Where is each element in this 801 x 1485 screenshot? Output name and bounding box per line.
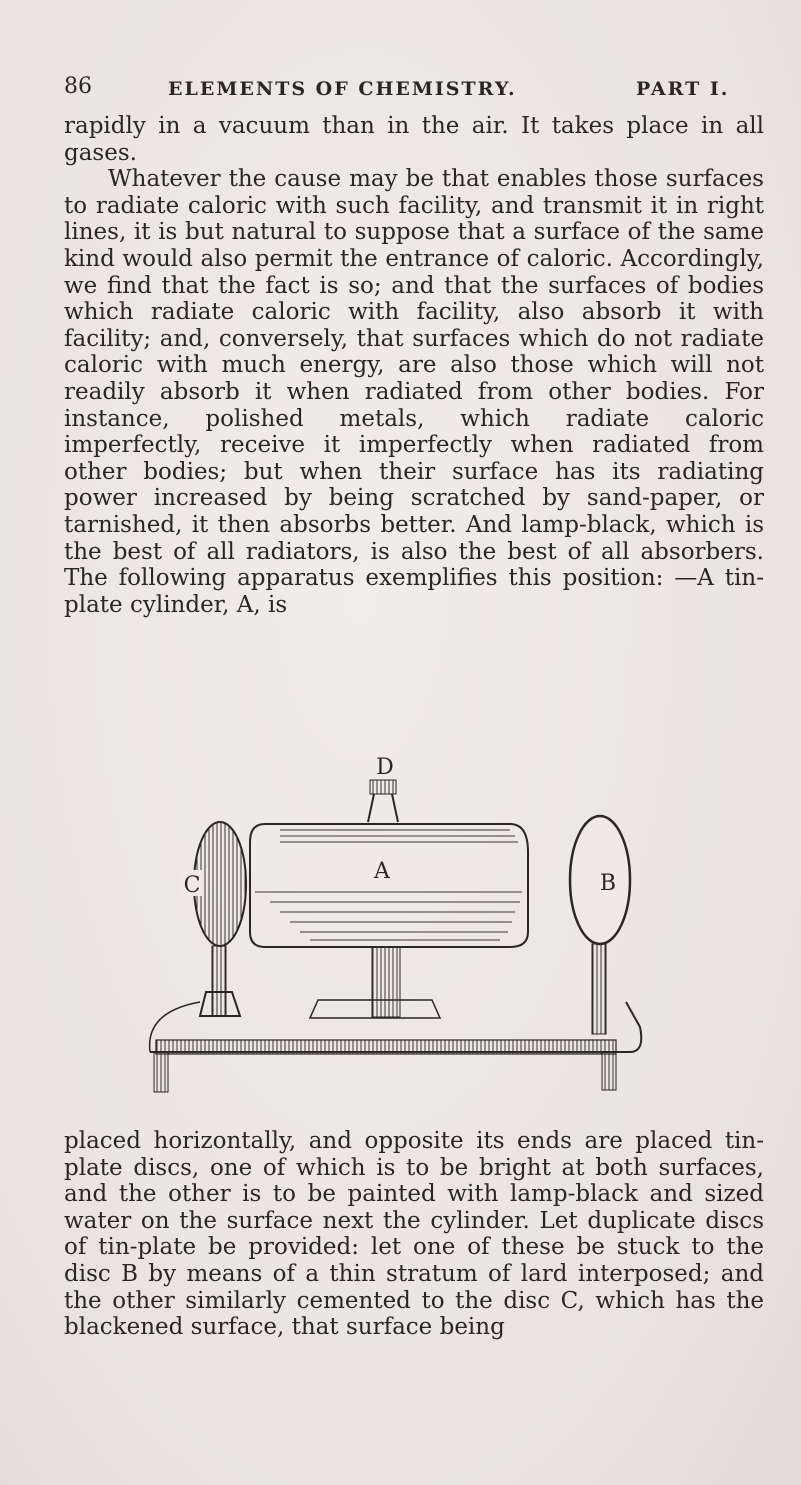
label-d: D bbox=[376, 755, 394, 780]
body-text-bottom bbox=[64, 1128, 764, 1341]
stopper bbox=[370, 780, 396, 794]
running-title: ELEMENTS OF CHEMISTRY. bbox=[168, 78, 517, 100]
paragraph: rapidly in a vacuum than in the air. It takes place in all gases. bbox=[64, 113, 764, 166]
page-header bbox=[64, 74, 771, 106]
base-leg-right bbox=[602, 1052, 616, 1090]
part-label: PART I. bbox=[636, 78, 730, 100]
paragraph: placed horizontally, and opposite its ends are placed tin-plate discs, one of which is to be bright at both surfaces, and the other is to be painted with lamp-black and sized water on the surface next the cylinder. Let duplicate discs of tin-plate be provided: let one of these be stuck to the disc B by means of a thin stratum of lard interposed; and the other similarly cemented to the disc C, which has the blackened surface, that surface being bbox=[64, 1128, 764, 1341]
funnel-neck bbox=[368, 794, 398, 822]
stem-a bbox=[372, 947, 400, 1017]
label-a: A bbox=[374, 859, 390, 884]
body-text-top bbox=[64, 113, 764, 618]
paragraph: Whatever the cause may be that enables those surfaces to radiate caloric with such facility, and transmit it in right lines, it is but natural to suppose that a surface of the same kind would also permit the entrance of caloric. Accordingly, we find that the fact is so; and that the surfaces of bodies which radiate caloric with facility, also absorb it with facility; and, conversely, that surfaces which do not radiate caloric with much energy, are also those which will not readily absorb it when radiated from other bodies. For instance, polished metals, which radiate caloric imperfectly, receive it imperfectly when radiated from other bodies; but when their surface has its radiating power increased by being scratched by sand-paper, or tarnished, it then absorbs better. And lamp-black, which is the best of all radiators, is also the best of all absorbers. The following apparatus exemplifies this position: —A tin-plate cylinder, A, is bbox=[64, 166, 764, 618]
base-board bbox=[156, 1040, 616, 1054]
stem-c bbox=[212, 946, 226, 1016]
apparatus-illustration bbox=[140, 752, 660, 1122]
page-number: 86 bbox=[64, 74, 92, 99]
stem-b bbox=[592, 944, 606, 1034]
base-leg-left bbox=[154, 1052, 168, 1092]
apparatus-figure bbox=[140, 752, 660, 1122]
label-c: C bbox=[183, 873, 201, 898]
label-b: B bbox=[599, 871, 617, 896]
